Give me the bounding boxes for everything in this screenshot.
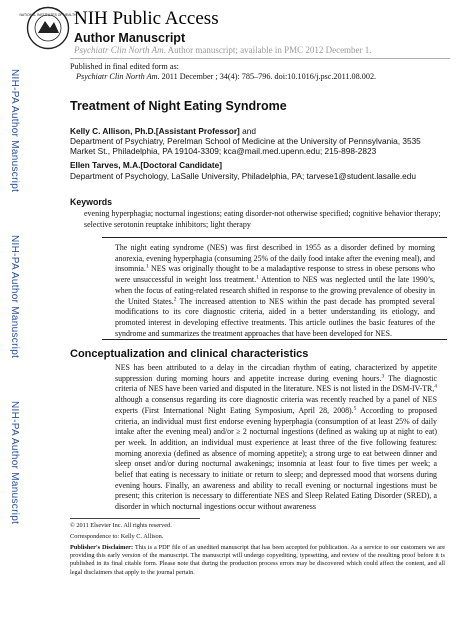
body-part: NES has been attributed to a delay in the circadian rhythm of eating, characterized by appetite suppression during morning hours and appetite increase during evening hours. (115, 363, 437, 383)
disclaimer-label: Publisher's Disclaimer: (70, 544, 134, 551)
abstract-part: Attention to NES was neglected until the late 1990’s, when the focus of eating-related research shifted in response to the growing prevalence of obesity in the United States. (115, 275, 435, 306)
sidebar-watermark-1: NIH-PA Author Manuscript (9, 69, 20, 193)
author-1-address: Market St., Philadelphia, PA 19104-3309; kca@mail.med.upenn.edu; 215-898-2823 (70, 146, 377, 156)
manuscript-availability-line (74, 45, 372, 56)
published-form-label: Published in final edited form as: (70, 62, 179, 71)
author-2-name: Ellen Tarves, M.A.[Doctoral Candidate] (70, 160, 222, 170)
body-part: although a consensus regarding its core diagnostic criteria was recently reached by a panel of NES experts (First International Night Eating Symposium, April 28, 2008). (115, 395, 437, 415)
disclaimer-text: This is a PDF file of an unedited manuscript that has been accepted for publication. As a service to our customers we are providing this early version of the manuscript. The manuscript will undergo copyediting, typesetting, and review of the resulting proof before it is published in its final citable form. Please note that during the production process errors may be discovered which could affect the content, and all legal disclaimers that apply to the journal pertain. (70, 544, 445, 576)
author-2-affiliation: Department of Psychology, LaSalle University, Philadelphia, PA; tarvese1@student.lasalle.edu (70, 171, 417, 181)
reference-superscript[interactable]: 1 (145, 263, 149, 270)
publication-citation (76, 72, 376, 82)
reference-superscript[interactable]: 4 (434, 383, 437, 390)
article-title: Treatment of Night Eating Syndrome (70, 99, 287, 113)
copyright-notice: © 2011 Elsevier Inc. All rights reserved. (70, 522, 172, 529)
sidebar-watermark-2: NIH-PA Author Manuscript (9, 235, 20, 359)
nih-seal-logo (19, 6, 77, 50)
reference-superscript[interactable]: 5 (353, 405, 357, 412)
body-part: According to proposed criteria, an individual must first endorse evening hyperphagia (consumption of at least 25% of daily intake after the evening meal) and/or ≥ 2 nocturnal ingestions (defined as waking up at night to eat) per week. In addition, an individual must experience at least three of the five following features: morning anorexia (defined as absence of morning appetite); a strong urge to eat between dinner and sleep onset and/or during nocturnal awakenings; insomnia at least four to five times per week; a belief that eating is necessary to initiate or return to sleep; and depressed mood that worsens during evening hours. Finally, an awareness and ability to recall evening or nocturnal ingestions must be present; this criterion is necessary to differentiate NES and Sleep Related Eating Disorder (SRED), a disorder in which nocturnal ingestions occur without awareness (115, 405, 437, 512)
abstract-part: The increased attention to NES within the past decade has prompted several modifications to its core diagnostic criteria, aided in a better understanding its etiology, and promoted interest in developing effective treatments. This article outlines the basic features of the syndrome and summarizes the treatment approaches that have been developed for NES. (115, 296, 435, 338)
meta-journal: Psychiatr Clin North Am (74, 45, 164, 55)
citation-journal: Psychiatr Clin North Am (76, 72, 158, 81)
section-body-text (115, 363, 437, 513)
nih-public-access-title: NIH Public Access (74, 8, 219, 29)
author-1-name-text: Kelly C. Allison, Ph.D.[Assistant Professor] (70, 126, 240, 136)
keywords-heading: Keywords (70, 197, 113, 207)
author-and: and (239, 126, 256, 136)
abstract-text (115, 243, 435, 339)
correspondence-note: Correspondence to: Kelly C. Allison. (70, 533, 164, 540)
abstract-part: The night eating syndrome (NES) was first described in 1955 as a disorder defined by morning anorexia, evening hyperphagia (consuming 25% of the daily food intake after the evening meal), and insomnia. (115, 243, 435, 274)
reference-superscript[interactable]: 1 (256, 274, 259, 281)
section-heading: Conceptualization and clinical characteristics (70, 348, 309, 360)
reference-superscript[interactable]: 3 (381, 373, 385, 380)
author-1-affiliation: Department of Psychiatry, Perelman School of Medicine at the University of Pennsylvania, 3535 (70, 136, 421, 146)
abstract-top-rule (102, 237, 447, 238)
abstract-bottom-rule (102, 339, 447, 340)
meta-availability: . Author manuscript; available in PMC 2012 December 1. (163, 45, 372, 55)
header-divider (70, 58, 450, 59)
keywords-list: evening hyperphagia; nocturnal ingestions; eating disorder-not otherwise specified; cognitive behavior therapy; selective serotonin reuptake inhibitors; light therapy (84, 209, 441, 229)
reference-superscript[interactable]: 2 (173, 295, 177, 302)
abstract-part: NES was originally thought to be a maladaptive response to stress in obese persons who were unsuccessful in weight loss treatment. (115, 264, 435, 285)
footnote-rule (70, 518, 200, 519)
svg-text:NATIONAL INSTITUTES OF HEALTH: NATIONAL INSTITUTES OF HEALTH (19, 13, 77, 17)
sidebar-watermark-3: NIH-PA Author Manuscript (9, 401, 20, 525)
author-manuscript-label: Author Manuscript (74, 31, 186, 45)
publisher-disclaimer (70, 544, 445, 577)
citation-details: . 2011 December ; 34(4): 785–796. doi:10.1016/j.psc.2011.08.002. (157, 72, 377, 81)
author-1-name (70, 126, 455, 137)
body-part: The diagnostic criteria of NES have been varied and disputed in the literature. NES is not listed in the DSM-IV-TR, (115, 373, 437, 394)
